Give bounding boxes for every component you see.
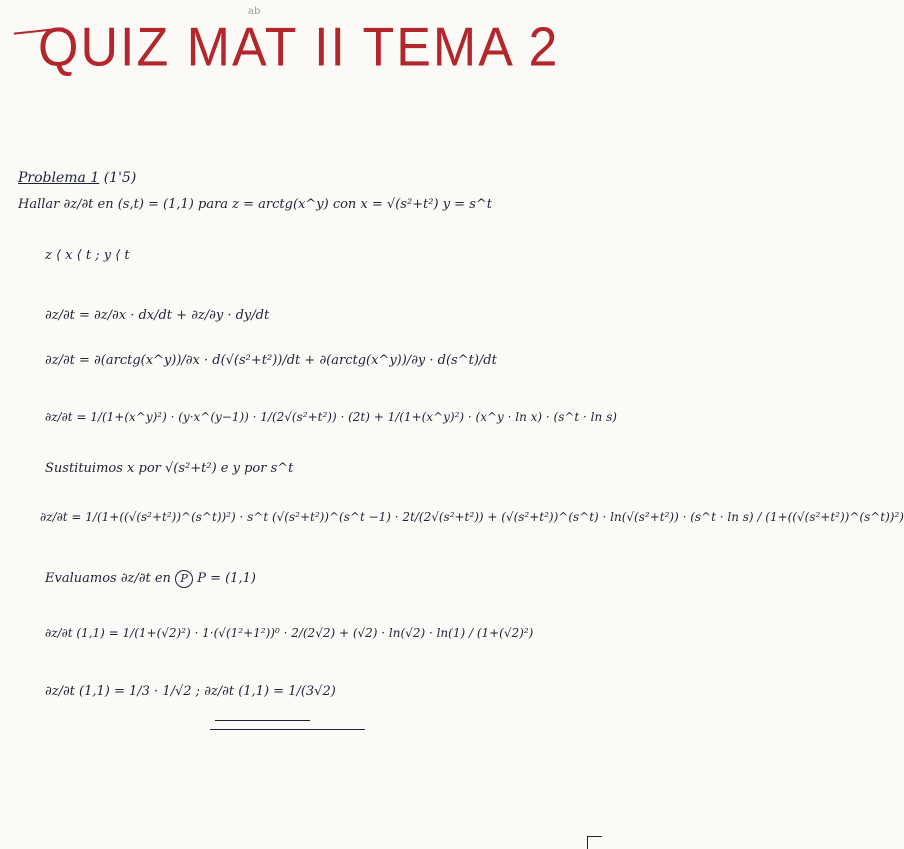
- evaluation-text: Evaluamos ∂z/∂t en: [45, 571, 171, 586]
- problem-heading: Problema 1: [18, 170, 100, 186]
- page-mark: ab: [248, 6, 261, 17]
- result-row: [45, 684, 615, 699]
- derivatives-formula: ∂z/∂t = 1/(1+(x^y)²) · (y·x^(y−1)) · 1/(2√(s²+t²)) · (2t) + 1/(1+(x^y)²) · (x^y · ln x) · (s^t · ln s): [45, 410, 617, 424]
- substitution-note: Sustituimos x por √(s²+t²) e y por s^t: [45, 461, 294, 476]
- problem-statement: Hallar ∂z/∂t en (s,t) = (1,1) para z = arctg(x^y) con x = √(s²+t²) y = s^t: [18, 197, 492, 212]
- page-title: QUIZ MAT II TEMA 2: [38, 17, 560, 79]
- point-value: P = (1,1): [197, 571, 256, 586]
- evaluation-row: [45, 570, 615, 588]
- substituted-formula: ∂z/∂t = 1/(1+((√(s²+t²))^(s^t))²) · s^t (√(s²+t²))^(s^t −1) · 2t/(2√(s²+t²)) + (√(s²+t²))^(s^t) · ln(√(s²+t²)) · (s^t · ln s) / (1+((√(s²+t²))^(s^t))²): [40, 510, 904, 524]
- numeric-evaluation: ∂z/∂t (1,1) = 1/(1+(√2)²) · 1·(√(1²+1²))⁰ · 2/(2√2) + (√2) · ln(√2) · ln(1) / (1+(√2)²): [45, 626, 534, 640]
- result-final: ∂z/∂t (1,1) = 1/(3√2): [204, 684, 336, 699]
- point-circle: P: [175, 570, 193, 588]
- result-double-underline: [210, 729, 365, 730]
- result-step: ∂z/∂t (1,1) = 1/3 · 1/√2 ;: [45, 684, 201, 699]
- problem-heading-row: [18, 170, 588, 186]
- dependency-tree: z ⟨ x ⟨ t ; y ⟨ t: [45, 248, 130, 263]
- problem-points: (1'5): [103, 170, 137, 186]
- chain-rule-formula: ∂z/∂t = ∂z/∂x · dx/dt + ∂z/∂y · dy/dt: [45, 308, 270, 323]
- expanded-formula: ∂z/∂t = ∂(arctg(x^y))/∂x · d(√(s²+t²))/dt + ∂(arctg(x^y))/∂y · d(s^t)/dt: [45, 353, 497, 368]
- page-corner-mark: [587, 836, 602, 849]
- result-underline: [215, 720, 310, 721]
